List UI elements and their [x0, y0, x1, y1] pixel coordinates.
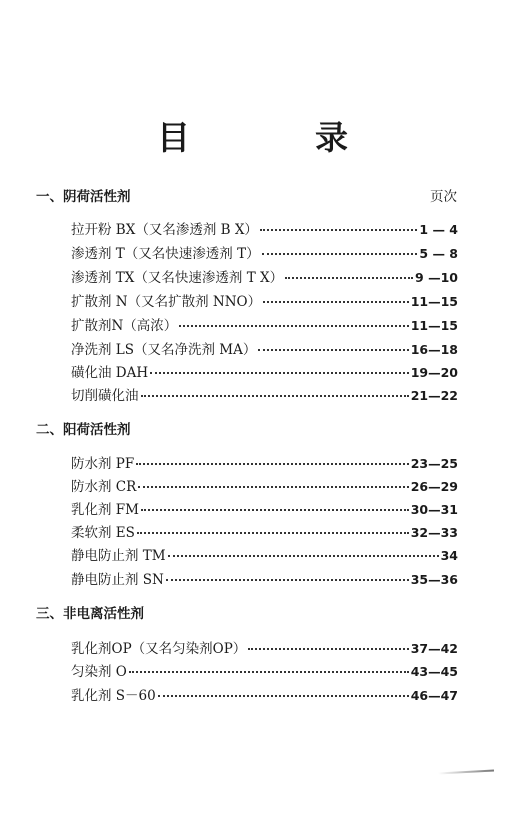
entry-title: 扩散剂 N（又名扩散剂 NNO）	[71, 294, 262, 310]
entry-title: 乳化剂 FM	[71, 502, 139, 518]
dot-leader	[158, 694, 409, 697]
toc-entry[interactable]	[71, 218, 458, 238]
entry-pages: 37—42	[410, 641, 458, 656]
entry-title: 防水剂 PF	[71, 456, 135, 472]
entry-pages: 16—18	[410, 342, 458, 357]
section-heading-2: 二、阳荷活性剂	[36, 422, 131, 438]
entry-title: 乳化剂OP（又名匀染剂OP）	[71, 641, 247, 657]
dot-leader	[166, 578, 409, 581]
dot-leader	[285, 276, 413, 279]
dot-leader	[168, 554, 439, 557]
entry-title: 防水剂 CR	[71, 479, 137, 495]
entry-title: 渗透剂 TX（又名快速渗透剂 T X）	[71, 270, 284, 286]
toc-entry[interactable]	[71, 637, 458, 657]
page-title: 目 录	[157, 118, 394, 157]
dot-leader	[141, 508, 409, 511]
entry-pages: 23—25	[410, 456, 458, 471]
entry-title: 乳化剂 S－60	[71, 688, 156, 704]
entry-pages: 32—33	[410, 525, 458, 540]
toc-entry[interactable]	[71, 338, 458, 358]
toc-entry[interactable]	[71, 568, 458, 588]
entry-pages: 5 — 8	[419, 246, 458, 261]
entry-title: 拉开粉 BX（又名渗透剂 B X）	[71, 222, 258, 238]
entry-pages: 43—45	[410, 664, 458, 679]
entry-title: 静电防止剂 TM	[71, 548, 166, 564]
dot-leader	[136, 462, 408, 465]
toc-entry[interactable]	[71, 498, 458, 518]
toc-entry[interactable]	[71, 684, 458, 704]
entry-title: 净洗剂 LS（又名净洗剂 MA）	[71, 342, 257, 358]
entry-pages: 21—22	[410, 388, 458, 403]
toc-entry[interactable]	[71, 544, 458, 564]
entry-title: 磺化油 DAH	[71, 365, 149, 381]
entry-pages: 9 —10	[415, 270, 458, 285]
toc-entry[interactable]	[71, 452, 458, 472]
entry-pages: 35—36	[410, 572, 458, 587]
dot-leader	[141, 394, 409, 397]
toc-entry[interactable]	[71, 314, 458, 334]
dot-leader	[248, 647, 408, 650]
entry-title: 静电防止剂 SN	[71, 572, 164, 588]
entry-title: 切削磺化油	[71, 388, 139, 404]
entry-title: 柔软剂 ES	[71, 525, 135, 541]
dot-leader	[129, 670, 409, 673]
toc-entry[interactable]	[71, 242, 458, 262]
dot-leader	[258, 348, 408, 351]
entry-pages: 46—47	[410, 688, 458, 703]
entry-pages: 34	[440, 548, 458, 563]
scan-artifact-mark	[438, 770, 494, 775]
dot-leader	[263, 300, 409, 303]
dot-leader	[138, 485, 408, 488]
dot-leader	[260, 228, 417, 231]
entry-title: 渗透剂 T（又名快速渗透剂 T）	[71, 246, 260, 262]
dot-leader	[150, 371, 409, 374]
toc-entry[interactable]	[71, 290, 458, 310]
entry-pages: 30—31	[410, 502, 458, 517]
entry-title: 匀染剂 O	[71, 664, 127, 680]
dot-leader	[137, 531, 409, 534]
page-column-label: 页次	[430, 189, 457, 205]
entry-pages: 19—20	[410, 365, 458, 380]
entry-pages: 1 — 4	[419, 222, 458, 237]
toc-entry[interactable]	[71, 266, 458, 286]
dot-leader	[262, 252, 418, 255]
toc-entry[interactable]	[71, 660, 458, 680]
section-heading-1: 一、阴荷活性剂	[36, 189, 131, 205]
toc-entry[interactable]	[71, 384, 458, 404]
entry-pages: 11—15	[410, 318, 458, 333]
entry-title: 扩散剂N（高浓）	[71, 318, 178, 334]
entry-pages: 26—29	[410, 479, 458, 494]
toc-entry[interactable]	[71, 361, 458, 381]
dot-leader	[179, 324, 408, 327]
section-heading-3: 三、非电离活性剂	[36, 606, 144, 622]
toc-entry[interactable]	[71, 475, 458, 495]
entry-pages: 11—15	[410, 294, 458, 309]
toc-entry[interactable]	[71, 521, 458, 541]
